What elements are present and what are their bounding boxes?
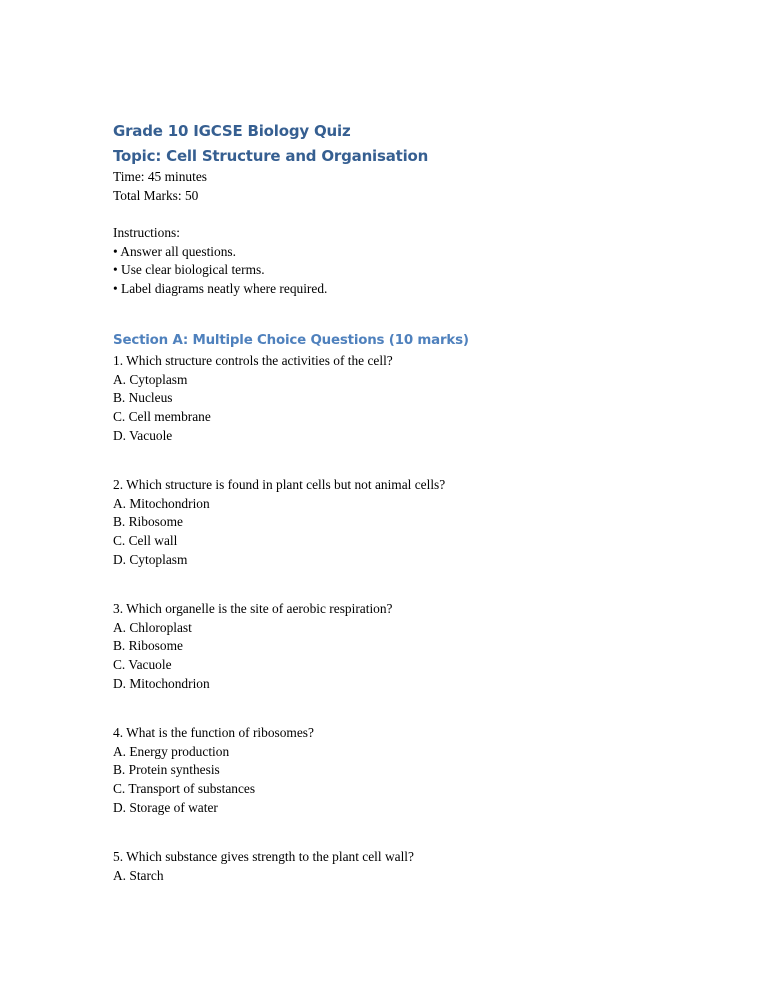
question-5 (113, 848, 445, 942)
option-b: B. Ribosome (113, 638, 183, 654)
option-a: A. Cytoplasm (113, 371, 188, 387)
instruction-item: • Answer all questions. (113, 243, 236, 259)
option-c: C. Cell wall (113, 533, 178, 549)
question-2 (113, 476, 445, 570)
option-a: A. Mitochondrion (113, 495, 210, 511)
document-title: Grade 10 IGCSE Biology Quiz (113, 122, 351, 140)
question-4 (113, 724, 445, 818)
question-text: 4. What is the function of ribosomes? (113, 725, 314, 740)
option-a: A. Chloroplast (113, 619, 192, 635)
document-subtitle: Topic: Cell Structure and Organisation (113, 147, 429, 165)
option-d: D. Mitochondrion (113, 675, 210, 691)
instruction-item: • Label diagrams neatly where required. (113, 281, 328, 297)
time-allowed: Time: 45 minutes (113, 169, 207, 184)
option-b: B. Protein synthesis (113, 762, 220, 778)
option-b: B. Nucleus (113, 390, 173, 406)
question-3 (113, 600, 445, 694)
question-text: 5. Which substance gives strength to the plant cell wall? (113, 849, 414, 864)
total-marks: Total Marks: 50 (113, 187, 199, 203)
question-1 (113, 352, 445, 446)
question-text: 1. Which structure controls the activities of the cell? (113, 353, 393, 368)
question-text: 2. Which structure is found in plant cells but not animal cells? (113, 477, 446, 492)
instruction-item: • Use clear biological terms. (113, 262, 265, 278)
quiz-meta (113, 168, 207, 205)
option-b: B. Ribosome (113, 514, 183, 530)
option-a: A. Energy production (113, 743, 230, 759)
option-a: A. Starch (113, 867, 164, 883)
instructions-block (113, 224, 327, 299)
section-a-heading: Section A: Multiple Choice Questions (10 marks) (113, 333, 469, 348)
option-d: D. Cytoplasm (113, 551, 188, 567)
option-d: D. Storage of water (113, 799, 218, 815)
instructions-heading: Instructions: (113, 225, 180, 240)
option-c: C. Transport of substances (113, 781, 256, 797)
question-text: 3. Which organelle is the site of aerobic respiration? (113, 601, 393, 616)
section-a-questions (113, 352, 445, 972)
option-c: C. Cell membrane (113, 409, 211, 425)
option-c: C. Vacuole (113, 657, 172, 673)
option-d: D. Vacuole (113, 427, 173, 443)
